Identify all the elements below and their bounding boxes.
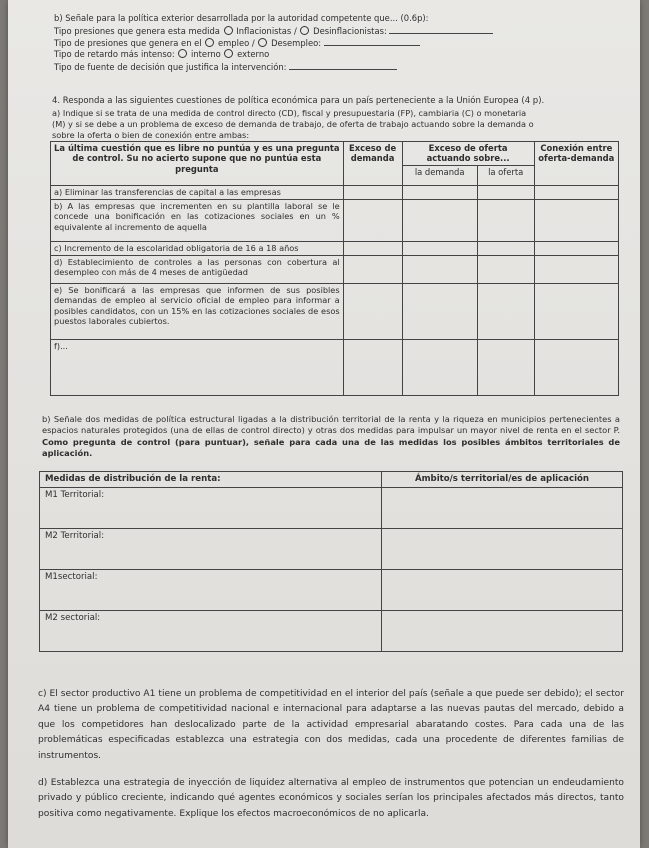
employment-pressure-prefix: Tipo de presiones que genera en el [54, 38, 202, 48]
header-exceso-demanda: Exceso de demanda [343, 142, 402, 186]
answer-blank-decision[interactable] [289, 61, 397, 70]
answer-cell[interactable] [402, 340, 477, 396]
exam-sheet [8, 0, 640, 848]
answer-blank-employment[interactable] [324, 37, 420, 46]
answer-cell[interactable] [477, 186, 534, 200]
measure-e: e) Se bonificará a las empresas que informen de sus posibles demandas de empleo al servicio oficial de empleo para informar a posibles candidatos, con un 15% en las cotizaciones sociales de esos puestos laborales cubiertos. [51, 284, 344, 340]
option-desempleo: Desempleo: [271, 38, 322, 48]
row-m1-sectorial: M1sectorial: [40, 570, 382, 611]
row-m2-territorial: M2 Territorial: [40, 529, 382, 570]
answer-cell[interactable] [477, 200, 534, 242]
q4-title: 4. Responda a las siguientes cuestiones de política económica para un país perteneciente a la Unión Europea (4 p). [52, 96, 545, 106]
radio-desempleo[interactable] [258, 38, 267, 47]
answer-cell[interactable] [534, 200, 618, 242]
part-b-statement: b) Señale dos medidas de política estructural ligadas a la distribución territorial de la renta y la riqueza en municipios pertenecientes a espacios naturales protegidos (una de ellas de control directo) y otras dos medidas para impulsar un mayor nivel de renta en el sector P. [42, 414, 620, 436]
q4-intro-line-3: sobre la oferta o bien de conexión entre ambas: [52, 130, 250, 140]
exterior-policy-title: b) Señale para la política exterior desarrollada por la autoridad competente que... (0.6p): [54, 13, 429, 23]
row-m1-territorial: M1 Territorial: [40, 488, 382, 529]
radio-desinflacionistas[interactable] [300, 26, 309, 35]
employment-pressure-line [54, 37, 420, 48]
decision-source-prefix: Tipo de fuente de decisión que justifica la intervención: [54, 62, 287, 72]
part-d-text: d) Establezca una estrategia de inyección de liquidez alternativa al empleo de instrumentos que potencian un endeudamiento privado y público creciente, indicando qué agentes económicos y sociales serían los principales afectados más directos, tanto positiva como negativamente. Explique los efectos macroeconómicos de no aplicarla. [38, 778, 624, 819]
option-inflacionistas: Inflacionistas / [236, 26, 297, 36]
answer-cell[interactable] [402, 256, 477, 284]
measure-a: a) Eliminar las transferencias de capital a las empresas [51, 186, 344, 200]
option-empleo: empleo / [218, 38, 255, 48]
income-distribution-table [39, 471, 623, 652]
lag-type-line [54, 49, 269, 59]
decision-source-line [54, 61, 397, 72]
answer-cell[interactable] [534, 186, 618, 200]
answer-cell[interactable] [534, 340, 618, 396]
radio-inflacionistas[interactable] [224, 26, 233, 35]
header-sub-oferta: la oferta [477, 166, 534, 186]
answer-cell[interactable] [343, 186, 402, 200]
radio-externo[interactable] [224, 49, 233, 58]
answer-cell[interactable] [534, 256, 618, 284]
answer-cell[interactable] [382, 529, 623, 570]
answer-cell[interactable] [343, 284, 402, 340]
part-b-text [42, 414, 620, 460]
answer-cell[interactable] [477, 340, 534, 396]
answer-cell[interactable] [382, 488, 623, 529]
option-externo: externo [237, 49, 270, 59]
header-sub-demanda: la demanda [402, 166, 477, 186]
answer-blank-pressure[interactable] [389, 25, 493, 34]
answer-cell[interactable] [343, 242, 402, 256]
answer-cell[interactable] [402, 284, 477, 340]
header-ambito: Ámbito/s territorial/es de aplicación [382, 472, 623, 488]
q4-intro-line-1: a) Indique si se trata de una medida de control directo (CD), fiscal y presupuestaria (FP), cambiaria (C) o monetaria [52, 108, 527, 118]
pressure-type-prefix: Tipo presiones que genera esta medida [54, 26, 220, 36]
lag-type-prefix: Tipo de retardo más intenso: [54, 49, 175, 59]
header-exceso-oferta: Exceso de oferta actuando sobre... [402, 142, 534, 166]
radio-interno[interactable] [178, 49, 187, 58]
radio-empleo[interactable] [205, 38, 214, 47]
option-desinflacionistas: Desinflacionistas: [313, 26, 387, 36]
answer-cell[interactable] [477, 242, 534, 256]
header-medidas: Medidas de distribución de la renta: [40, 472, 382, 488]
part-b-control-question: Como pregunta de control (para puntuar), señale para cada una de las medidas los posibles ámbitos territoriales de aplicación. [42, 436, 620, 459]
answer-cell[interactable] [477, 256, 534, 284]
measures-classification-table [50, 141, 619, 396]
answer-cell[interactable] [343, 256, 402, 284]
measure-c: c) Incremento de la escolaridad obligatoria de 16 a 18 años [51, 242, 344, 256]
answer-cell[interactable] [402, 200, 477, 242]
answer-cell[interactable] [343, 340, 402, 396]
header-main: La última cuestión que es libre no puntúa y es una pregunta de control. Su no acierto supone que no puntúa esta pregunta [51, 142, 344, 186]
option-interno: interno [191, 49, 221, 59]
answer-cell[interactable] [534, 242, 618, 256]
header-conexion: Conexión entre oferta-demanda [534, 142, 618, 186]
part-c-text: c) El sector productivo A1 tiene un problema de competitividad en el interior del país (señale a que puede ser debido); el sector A4 tiene un problema de competitividad nacional e internacional para adaptarse a las nuevas pautas del mercado, debido a que los competidores han deslocalizado parte de la actividad empresarial abaratando costes. Para cada una de las problemáticas especificadas establezca una estrategia con dos medidas, cada una procedente de diferentes familias de instrumentos. [38, 689, 624, 761]
measure-f: f)... [51, 340, 344, 396]
measure-d: d) Establecimiento de controles a las personas con cobertura al desempleo con más de 4 meses de antigüedad [51, 256, 344, 284]
row-m2-sectorial: M2 sectorial: [40, 611, 382, 652]
answer-cell[interactable] [343, 200, 402, 242]
pressure-type-line [54, 25, 493, 36]
answer-cell[interactable] [382, 611, 623, 652]
answer-cell[interactable] [534, 284, 618, 340]
answer-cell[interactable] [402, 186, 477, 200]
q4-intro-line-2: (M) y si se debe a un problema de exceso de demanda de trabajo, de oferta de trabajo actuando sobre la demanda o [52, 119, 534, 129]
measure-b: b) A las empresas que incrementen en su plantilla laboral se le concede una bonificación en las cotizaciones sociales en un % equivalente al incremento de aquella [51, 200, 344, 242]
answer-cell[interactable] [382, 570, 623, 611]
answer-cell[interactable] [402, 242, 477, 256]
answer-cell[interactable] [477, 284, 534, 340]
